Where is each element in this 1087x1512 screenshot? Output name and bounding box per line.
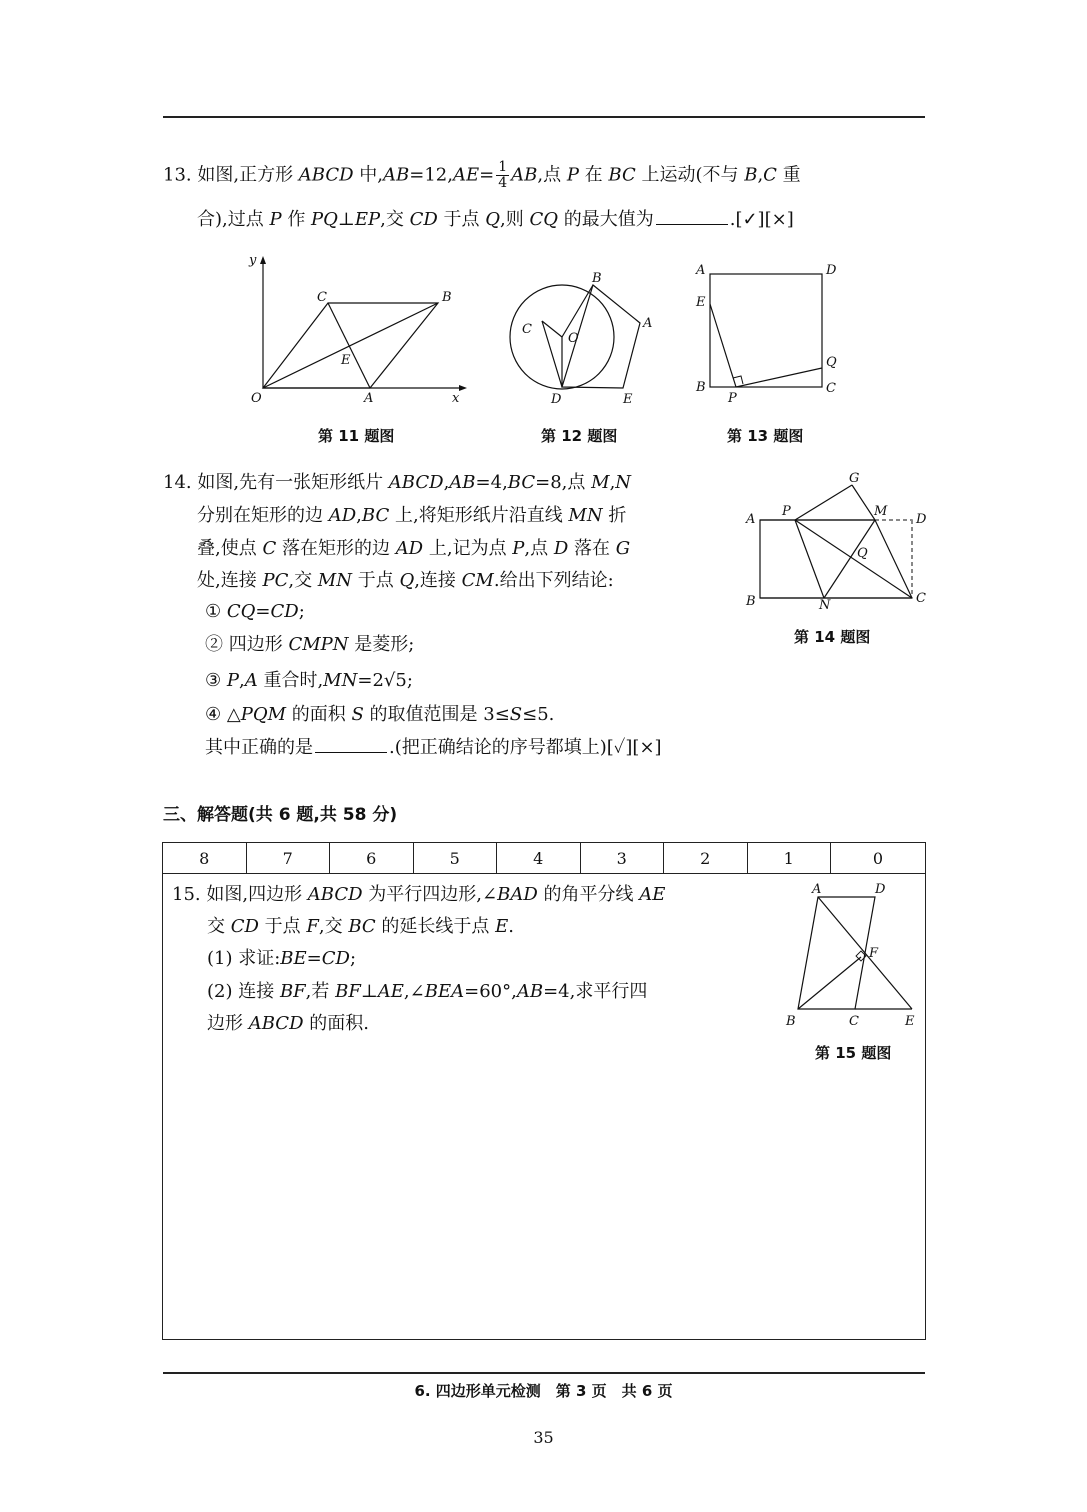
page-footer: 6. 四边形单元检测 第 3 页 共 6 页 — [414, 1382, 673, 1400]
fig12-label-E: E — [623, 392, 633, 407]
fig15-label-F: F — [869, 946, 879, 961]
q14-answer-blank[interactable] — [315, 736, 387, 753]
fig14-label-N: N — [819, 598, 831, 613]
score-cell[interactable]: 2 — [664, 843, 748, 874]
score-cell[interactable]: 6 — [330, 843, 414, 874]
fig11-label-O: O — [251, 391, 262, 406]
fig14-caption: 第 14 题图 — [794, 628, 871, 646]
fig11-caption: 第 11 题图 — [318, 427, 395, 445]
score-cell[interactable]: 7 — [246, 843, 330, 874]
fig13-caption: 第 13 题图 — [727, 427, 804, 445]
fig15-label-C: C — [849, 1014, 859, 1029]
fig15-label-A: A — [812, 882, 822, 897]
fig11-label-x: x — [452, 391, 460, 406]
score-cell[interactable]: 5 — [413, 843, 497, 874]
q13-line2: 合),过点 P 作 PQ⊥EP,交 CD 于点 Q,则 CQ 的最大值为 .[✓][×] — [197, 209, 794, 230]
score-cell[interactable]: 0 — [831, 843, 926, 874]
fig13-label-A: A — [696, 263, 706, 278]
q14-line1: 14. 如图,先有一张矩形纸片 ABCD,AB=4,BC=8,点 M,N — [163, 472, 632, 493]
fig14-label-C: C — [916, 591, 926, 606]
fig14-label-Q: Q — [857, 546, 868, 561]
fig12-label-B: B — [592, 271, 602, 286]
fig14-label-P: P — [782, 504, 791, 519]
q15-line1: 15. 如图,四边形 ABCD 为平行四边形,∠BAD 的角平分线 AE — [172, 884, 666, 905]
score-cell[interactable]: 3 — [580, 843, 664, 874]
fig13-label-E: E — [696, 295, 706, 310]
top-rule — [163, 116, 925, 118]
fig13-label-P: P — [728, 391, 737, 406]
q14-conclusion-3: ③ P,A 重合时,MN=2√5; — [205, 670, 413, 691]
fig11-label-B: B — [442, 290, 452, 305]
fig12-label-D: D — [551, 392, 562, 407]
fig12-label-O: O — [568, 331, 579, 346]
page-number: 35 — [533, 1428, 554, 1447]
figure-13 — [690, 258, 850, 408]
q13-line1: 13. 如图,正方形 ABCD 中,AB=12,AE= $\frac{1}{4}$ AB,点 P 在 BC 上运动(不与 B,C 重 — [163, 159, 801, 191]
fig11-label-C: C — [317, 290, 327, 305]
fig14-label-G: G — [849, 471, 860, 486]
score-cell[interactable]: 1 — [747, 843, 831, 874]
fig11-label-y: y — [249, 253, 257, 268]
fig14-label-M: M — [874, 504, 888, 519]
fig13-label-Q: Q — [826, 355, 837, 370]
section-3-title: 三、解答题(共 6 题,共 58 分) — [163, 805, 398, 825]
q14-conclusion-1: ① CQ=CD; — [205, 601, 305, 622]
fig13-label-C: C — [826, 381, 836, 396]
fig11-label-A: A — [364, 391, 374, 406]
q14-line3: 叠,使点 C 落在矩形的边 AD 上,记为点 P,点 D 落在 G — [197, 538, 631, 559]
bottom-rule — [163, 1372, 925, 1374]
fig12-label-A: A — [643, 316, 653, 331]
q13-answer-blank[interactable] — [656, 208, 728, 225]
figure-12 — [500, 265, 670, 410]
score-row — [163, 843, 926, 874]
score-table — [162, 842, 926, 874]
fig13-label-D: D — [826, 263, 837, 278]
fig15-label-D: D — [875, 882, 886, 897]
fig12-caption: 第 12 题图 — [541, 427, 618, 445]
figure-15 — [778, 875, 928, 1035]
fig13-label-B: B — [696, 380, 706, 395]
q15-line5: 边形 ABCD 的面积. — [207, 1013, 369, 1034]
q15-line4: (2) 连接 BF,若 BF⊥AE,∠BEA=60°,AB=4,求平行四 — [207, 981, 648, 1002]
fig15-label-E: E — [905, 1014, 915, 1029]
fig14-label-A: A — [746, 512, 756, 527]
fig15-caption: 第 15 题图 — [815, 1044, 892, 1062]
score-cell[interactable]: 4 — [497, 843, 581, 874]
fig11-label-E: E — [341, 353, 351, 368]
q15-line2: 交 CD 于点 F,交 BC 的延长线于点 E. — [207, 916, 515, 937]
figure-14 — [740, 465, 940, 615]
q14-line2: 分别在矩形的边 AD,BC 上,将矩形纸片沿直线 MN 折 — [197, 505, 627, 526]
figure-11 — [245, 250, 475, 410]
q14-conclusion-4: ④ △PQM 的面积 S 的取值范围是 3≤S≤5. — [205, 704, 555, 725]
fig12-label-C: C — [522, 322, 532, 337]
q14-line4: 处,连接 PC,交 MN 于点 Q,连接 CM.给出下列结论: — [197, 570, 614, 591]
q14-conclusion-2: ② 四边形 CMPN 是菱形; — [205, 634, 415, 655]
q14-answer-line: 其中正确的是 .(把正确结论的序号都填上)[✓][×] — [205, 737, 662, 758]
fig14-label-B: B — [746, 594, 756, 609]
one-quarter-fraction: $\frac{1}{4}$ — [498, 159, 508, 191]
fig14-label-D: D — [916, 512, 927, 527]
fig15-label-B: B — [786, 1014, 796, 1029]
score-cell[interactable]: 8 — [163, 843, 247, 874]
q15-line3: (1) 求证:BE=CD; — [207, 948, 357, 969]
